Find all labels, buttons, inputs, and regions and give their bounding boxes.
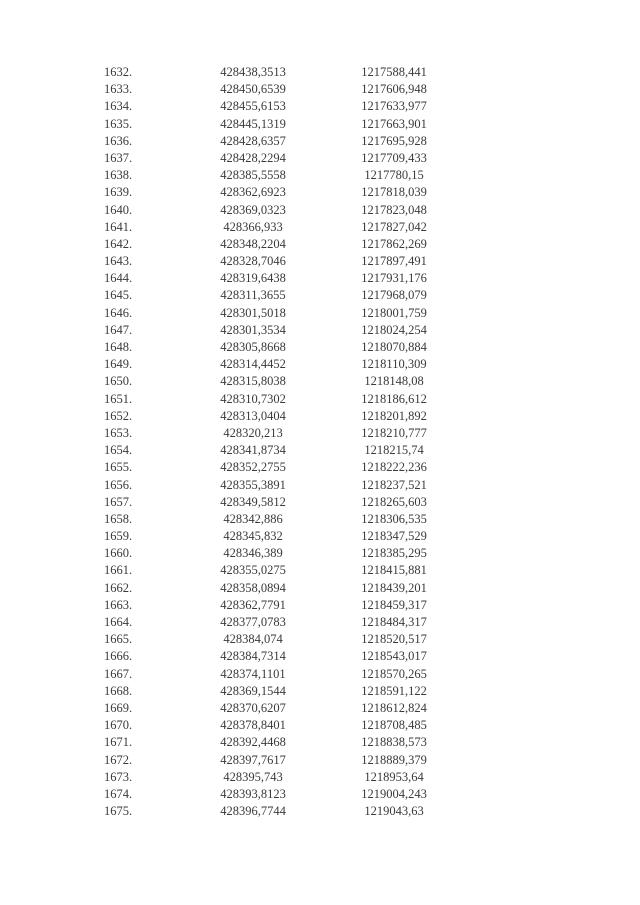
row-number: 1674. [104,786,133,801]
x-coordinate: 428320,213 [223,425,283,440]
y-coordinate: 1218215,74 [364,443,424,458]
y-coordinate: 1219004,243 [361,786,427,801]
y-coordinate: 1218306,535 [361,511,427,526]
table-row [0,786,640,803]
row-number: 1672. [104,752,133,767]
y-coordinate: 1218237,521 [361,477,427,492]
x-coordinate: 428315,8038 [220,374,286,389]
table-row [0,769,640,786]
y-coordinate: 1218953,64 [364,769,424,784]
row-number: 1649. [104,357,133,372]
row-number: 1657. [104,494,133,509]
y-coordinate: 1217663,901 [361,116,427,131]
row-number: 1637. [104,150,133,165]
table-row [0,184,640,201]
table-row [0,322,640,339]
row-number: 1673. [104,769,133,784]
x-coordinate: 428319,6438 [220,271,286,286]
x-coordinate: 428384,7314 [220,649,286,664]
y-coordinate: 1217588,441 [361,65,427,79]
row-number: 1633. [104,82,133,97]
row-number: 1639. [104,185,133,200]
table-row [0,408,640,425]
table-row [0,98,640,115]
y-coordinate: 1217823,048 [361,202,427,217]
row-number: 1644. [104,271,133,286]
table-row [0,339,640,356]
table-row [0,631,640,648]
table-row [0,425,640,442]
row-number: 1667. [104,666,133,681]
y-coordinate: 1218186,612 [361,391,427,406]
table-row [0,700,640,717]
table-row [0,253,640,270]
table-row [0,150,640,167]
y-coordinate: 1218148,08 [364,374,424,389]
x-coordinate: 428355,0275 [220,563,286,578]
x-coordinate: 428385,5558 [220,168,286,183]
x-coordinate: 428384,074 [223,632,283,647]
x-coordinate: 428366,933 [223,219,283,234]
table-row [0,442,640,459]
y-coordinate: 1218347,529 [361,529,427,544]
row-number: 1656. [104,477,133,492]
x-coordinate: 428397,7617 [220,752,286,767]
row-number: 1641. [104,219,133,234]
x-coordinate: 428311,3655 [220,288,286,303]
row-number: 1658. [104,511,133,526]
x-coordinate: 428328,7046 [220,254,286,269]
x-coordinate: 428313,0404 [220,408,286,423]
y-coordinate: 1217695,928 [361,133,427,148]
y-coordinate: 1218543,017 [361,649,427,664]
x-coordinate: 428378,8401 [220,718,286,733]
x-coordinate: 428348,2204 [220,236,286,251]
row-number: 1675. [104,804,133,819]
row-number: 1654. [104,443,133,458]
y-coordinate: 1218439,201 [361,580,427,595]
row-number: 1662. [104,580,133,595]
table-row [0,666,640,683]
y-coordinate: 1217780,15 [364,168,424,183]
table-row [0,614,640,631]
table-row [0,305,640,322]
table-row [0,648,640,665]
y-coordinate: 1218415,881 [361,563,427,578]
row-number: 1650. [104,374,133,389]
table-row [0,287,640,304]
x-coordinate: 428342,886 [223,511,283,526]
x-coordinate: 428362,6923 [220,185,286,200]
x-coordinate: 428370,6207 [220,700,286,715]
row-number: 1663. [104,597,133,612]
y-coordinate: 1218265,603 [361,494,427,509]
row-number: 1645. [104,288,133,303]
x-coordinate: 428349,5812 [220,494,286,509]
x-coordinate: 428352,2755 [220,460,286,475]
row-number: 1668. [104,683,133,698]
x-coordinate: 428310,7302 [220,391,286,406]
y-coordinate: 1218838,573 [361,735,427,750]
row-number: 1642. [104,236,133,251]
row-number: 1646. [104,305,133,320]
table-row [0,270,640,287]
row-number: 1652. [104,408,133,423]
coordinate-table [0,64,640,820]
x-coordinate: 428428,6357 [220,133,286,148]
x-coordinate: 428392,4468 [220,735,286,750]
y-coordinate: 1219043,63 [364,804,424,819]
y-coordinate: 1217931,176 [361,271,427,286]
table-row [0,734,640,751]
x-coordinate: 428396,7744 [220,804,286,819]
row-number: 1635. [104,116,133,131]
table-row [0,391,640,408]
y-coordinate: 1217606,948 [361,82,427,97]
row-number: 1647. [104,322,133,337]
row-number: 1666. [104,649,133,664]
x-coordinate: 428301,3534 [220,322,286,337]
y-coordinate: 1218222,236 [361,460,427,475]
x-coordinate: 428377,0783 [220,615,286,629]
row-number: 1659. [104,529,133,544]
x-coordinate: 428445,1319 [220,116,286,131]
table-row [0,683,640,700]
table-row [0,356,640,373]
table-row [0,597,640,614]
row-number: 1640. [104,202,133,217]
y-coordinate: 1218201,892 [361,408,427,423]
table-row [0,219,640,236]
y-coordinate: 1218459,317 [361,597,427,612]
y-coordinate: 1218024,254 [361,322,427,337]
row-number: 1636. [104,133,133,148]
table-row [0,528,640,545]
row-number: 1671. [104,735,133,750]
table-row [0,202,640,219]
y-coordinate: 1218520,517 [361,632,427,647]
row-number: 1638. [104,168,133,183]
row-number: 1670. [104,718,133,733]
x-coordinate: 428374,1101 [220,666,286,681]
row-number: 1648. [104,340,133,354]
y-coordinate: 1217862,269 [361,236,427,251]
row-number: 1660. [104,546,133,561]
y-coordinate: 1218889,379 [361,752,427,767]
x-coordinate: 428428,2294 [220,150,286,165]
row-number: 1655. [104,460,133,475]
y-coordinate: 1218385,295 [361,546,427,561]
table-row [0,459,640,476]
x-coordinate: 428314,4452 [220,357,286,372]
row-number: 1653. [104,425,133,440]
table-row [0,133,640,150]
y-coordinate: 1218210,777 [361,425,427,440]
y-coordinate: 1218708,485 [361,718,427,733]
y-coordinate: 1218612,824 [361,700,427,715]
table-row [0,236,640,253]
table-row [0,562,640,579]
row-number: 1643. [104,254,133,269]
x-coordinate: 428438,3513 [220,65,286,79]
x-coordinate: 428395,743 [223,769,283,784]
y-coordinate: 1217968,079 [361,288,427,303]
table-row [0,81,640,98]
y-coordinate: 1218591,122 [361,683,427,698]
y-coordinate: 1217827,042 [361,219,427,234]
y-coordinate: 1218110,309 [361,357,427,372]
x-coordinate: 428346,389 [223,546,283,561]
table-row [0,545,640,562]
x-coordinate: 428301,5018 [220,305,286,320]
x-coordinate: 428341,8734 [220,443,286,458]
table-row [0,167,640,184]
table-row [0,373,640,390]
y-coordinate: 1217818,039 [361,185,427,200]
x-coordinate: 428355,3891 [220,477,286,492]
row-number: 1651. [104,391,133,406]
table-row [0,494,640,511]
table-row [0,580,640,597]
y-coordinate: 1218001,759 [361,305,427,320]
row-number: 1634. [104,99,133,114]
x-coordinate: 428393,8123 [220,786,286,801]
table-row [0,116,640,133]
x-coordinate: 428305,8668 [220,340,286,354]
table-row [0,717,640,734]
row-number: 1664. [104,615,133,629]
x-coordinate: 428362,7791 [220,597,286,612]
row-number: 1665. [104,632,133,647]
table-row [0,752,640,769]
x-coordinate: 428369,0323 [220,202,286,217]
y-coordinate: 1217709,433 [361,150,427,165]
y-coordinate: 1217633,977 [361,99,427,114]
y-coordinate: 1217897,491 [361,254,427,269]
x-coordinate: 428358,0894 [220,580,286,595]
x-coordinate: 428455,6153 [220,99,286,114]
table-row [0,511,640,528]
x-coordinate: 428345,832 [223,529,283,544]
row-number: 1661. [104,563,133,578]
y-coordinate: 1218570,265 [361,666,427,681]
y-coordinate: 1218484,317 [361,615,427,629]
row-number: 1669. [104,700,133,715]
x-coordinate: 428450,6539 [220,82,286,97]
table-row [0,477,640,494]
table-row [0,803,640,820]
row-number: 1632. [104,65,133,79]
table-row [0,64,640,81]
y-coordinate: 1218070,884 [361,340,427,354]
x-coordinate: 428369,1544 [220,683,286,698]
